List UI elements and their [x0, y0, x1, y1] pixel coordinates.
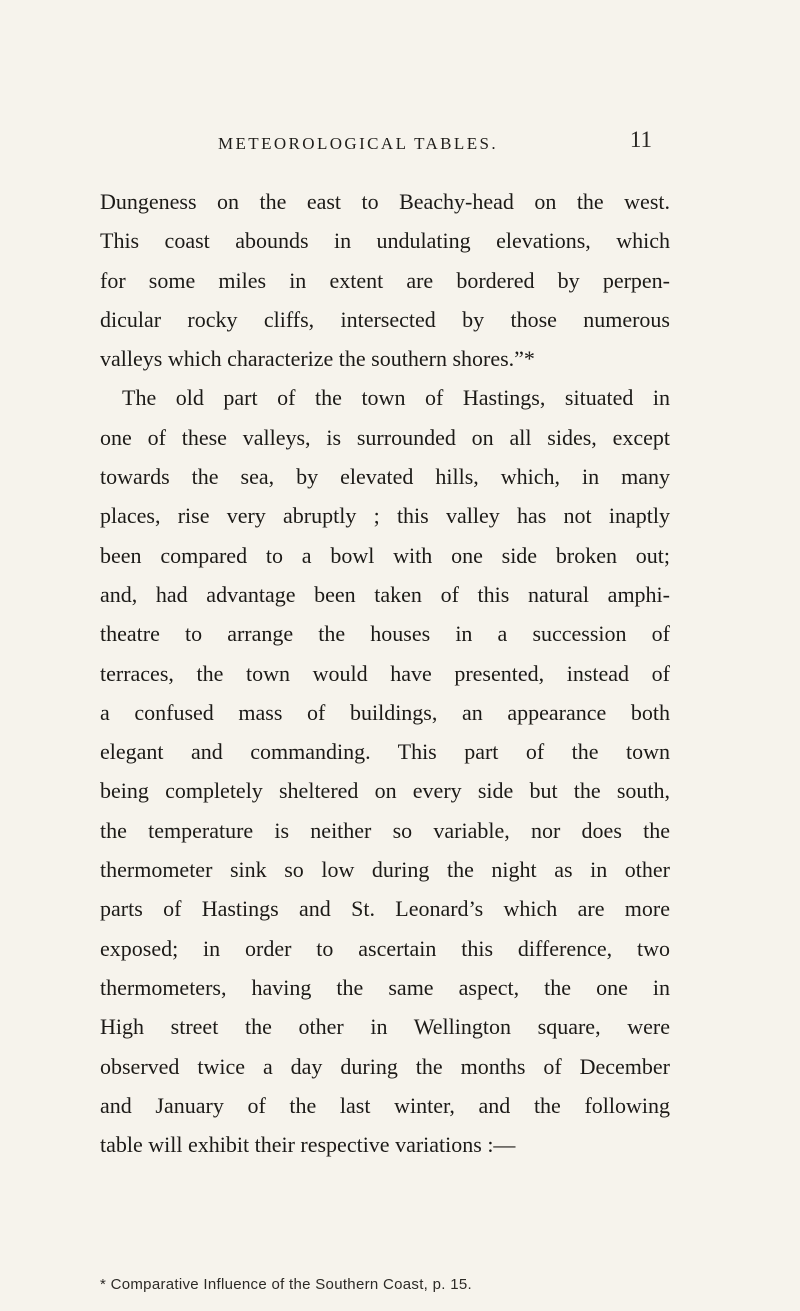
text-line: valleys which characterize the southern shores.”*	[100, 346, 535, 372]
text-line: thermometers, having the same aspect, the one in	[100, 974, 670, 1000]
text-line: terraces, the town would have presented, instead of	[100, 660, 670, 686]
text-line: exposed; in order to ascertain this difference, two	[100, 935, 670, 961]
text-line: elegant and commanding. This part of the town	[100, 739, 670, 765]
text-line: table will exhibit their respective variations :—	[100, 1132, 516, 1158]
text-line: the temperature is neither so variable, nor does the	[100, 817, 670, 843]
running-head: METEOROLOGICAL TABLES.	[218, 134, 498, 153]
text-line: and, had advantage been taken of this natural amphi-	[100, 581, 670, 607]
page-header	[100, 127, 670, 167]
text-line: dicular rocky cliffs, intersected by those numerous	[100, 306, 670, 332]
body-text	[100, 182, 670, 1164]
text-line: a confused mass of buildings, an appearance both	[100, 699, 670, 725]
footnote: * Comparative Influence of the Southern Coast, p. 15.	[100, 1276, 472, 1293]
text-line: thermometer sink so low during the night as in other	[100, 857, 670, 883]
text-line: theatre to arrange the houses in a succession of	[100, 621, 670, 647]
text-line: being completely sheltered on every side but the south,	[100, 778, 670, 804]
page-number: 11	[629, 127, 652, 152]
text-line: places, rise very abruptly ; this valley has not inaptly	[100, 503, 670, 529]
text-line: one of these valleys, is surrounded on all sides, except	[100, 424, 670, 450]
text-line: parts of Hastings and St. Leonard’s which are more	[100, 896, 670, 922]
text-line: observed twice a day during the months of December	[100, 1053, 670, 1079]
text-line: towards the sea, by elevated hills, which, in many	[100, 464, 670, 490]
text-line: for some miles in extent are bordered by perpen-	[100, 267, 670, 293]
text-line: This coast abounds in undulating elevations, which	[100, 228, 670, 254]
paragraph-first-line: The old part of the town of Hastings, situated in	[122, 385, 670, 411]
text-line: and January of the last winter, and the following	[100, 1092, 670, 1118]
text-line: Dungeness on the east to Beachy-head on the west.	[100, 189, 670, 214]
text-line: High street the other in Wellington square, were	[100, 1014, 670, 1040]
text-line: been compared to a bowl with one side broken out;	[100, 542, 670, 568]
